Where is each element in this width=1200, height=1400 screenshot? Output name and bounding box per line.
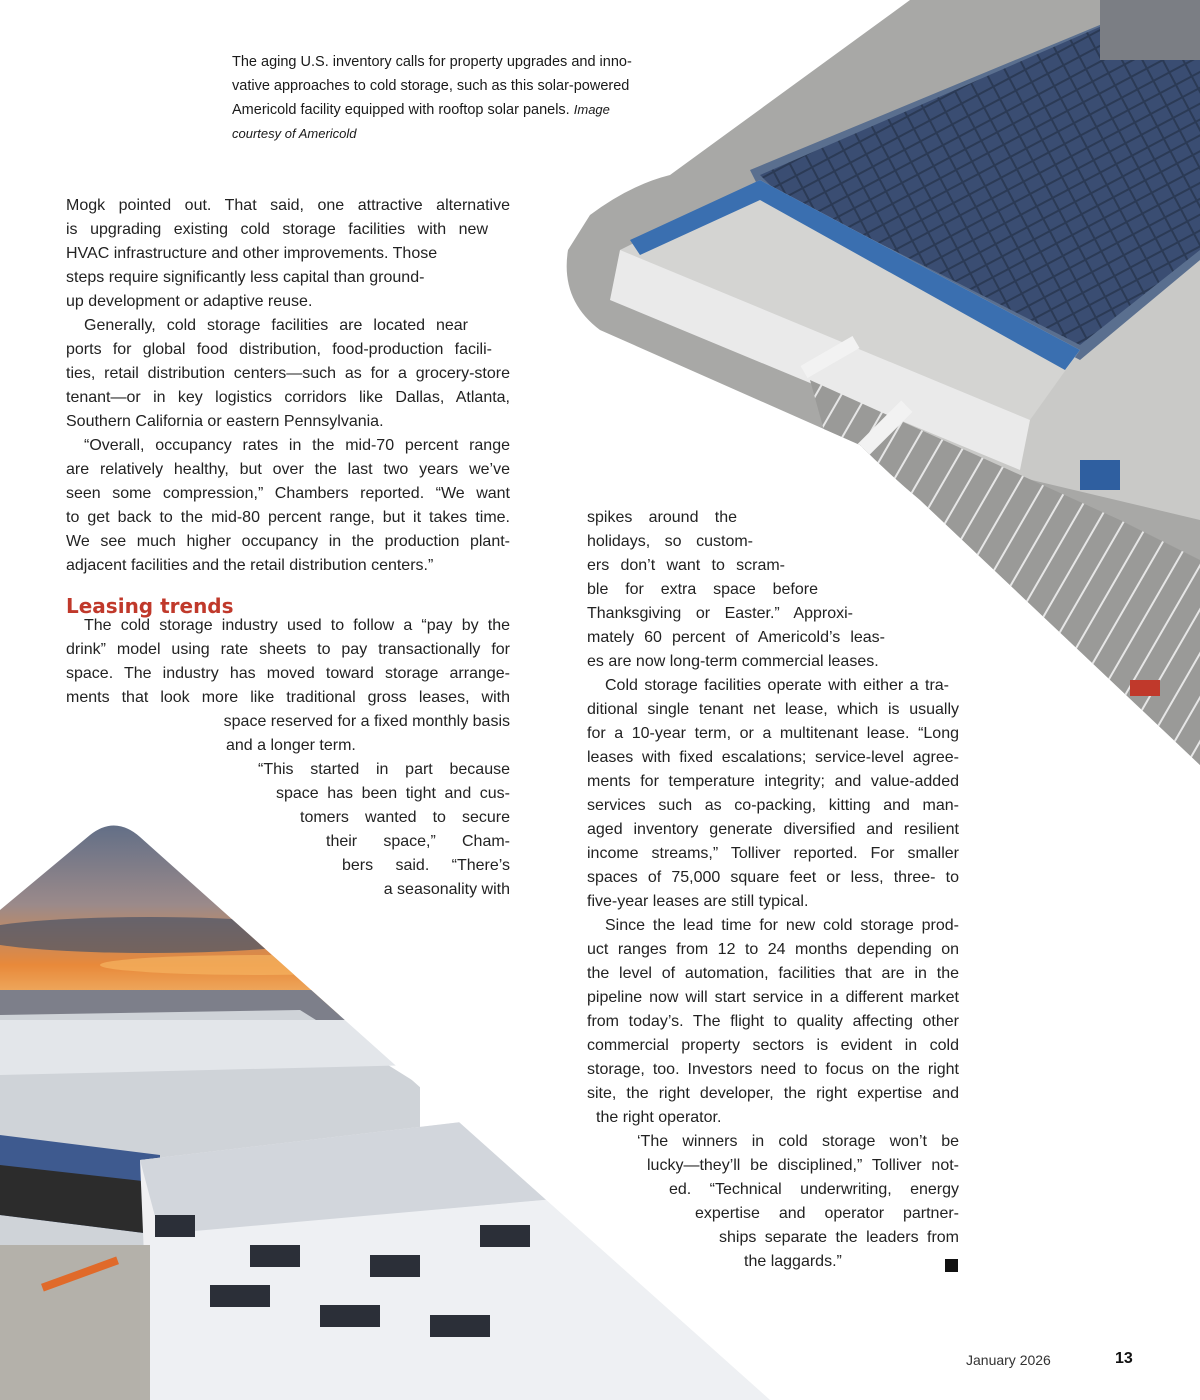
issue-date: January 2026 <box>966 1352 1051 1368</box>
body-paragraph: Cold storage facilities operate with either a tra- ditional single tenant net lease, which is usually for a 10-year term, or a multitenant lease. “Long leases with fixed escalations; service-level agree- ments for temperature integrity; and value-added services such as co-packing, kitting and man- aged inventory generate diversified and resilient income streams,” Tolliver reported. For smaller spaces of 75,000 square feet or less, three- to five-year leases are still typical. <box>587 677 959 910</box>
body-paragraph: ‘The winners in cold storage won’t be lucky—they’ll be disciplined,” Tolliver not- ed. “Technical underwriting, energy expertise and operator partner- ships separate the leaders from the laggards.” <box>637 1133 959 1270</box>
body-paragraph: The cold storage industry used to follow a “pay by the drink” model using rate sheets to pay transactionally for space. The industry has moved toward storage arrange- ments that look more like traditional gross leases, with space reserved for a fixed monthly basis and a longer term. <box>66 617 510 754</box>
article-column-right <box>587 506 959 1274</box>
body-paragraph: Since the lead time for new cold storage prod- uct ranges from 12 to 24 months depending on the level of automation, facilities that are in the pipeline now will start service in a different market from today’s. The flight to quality affecting other commercial property sectors is evident in cold storage, too. Investors need to focus on the right site, the right developer, the right expertise and the right operator. <box>587 917 959 1126</box>
caption-line: Americold facility equipped with rooftop solar panels. Image <box>232 102 610 118</box>
end-of-article-mark <box>945 1259 958 1272</box>
body-paragraph: “This started in part because space has been tight and cus- tomers wanted to secure their space,” Cham- bers said. “There’s a seasonality with <box>258 761 510 898</box>
page-number: 13 <box>1115 1350 1133 1367</box>
body-paragraph: Mogk pointed out. That said, one attractive alternative is upgrading existing cold storage facilities with new HVAC infrastructure and other improvements. Those steps require significantly less capital than ground- up development or adaptive reuse. <box>66 197 510 310</box>
caption-line: vative approaches to cold storage, such as this solar-powered <box>232 78 630 94</box>
body-paragraph: Generally, cold storage facilities are located near ports for global food distribution, food-production facili- ties, retail distribution centers—such as for a grocery-store tenant—or in key logistics corridors like Dallas, Atlanta, Southern California or eastern Pennsylvania. <box>66 317 510 430</box>
image-credit: courtesy of Americold <box>232 126 357 141</box>
section-heading: Leasing trends <box>66 594 234 618</box>
photo-caption <box>232 50 677 146</box>
body-paragraph: “Overall, occupancy rates in the mid-70 percent range are relatively healthy, but over the last two years we’ve seen some compression,” Chambers reported. “We want to get back to the mid-80 percent range, but it takes time. We see much higher occupancy in the production plant- adjacent facilities and the retail distribution centers.” <box>66 437 510 574</box>
image-credit: Image <box>573 102 610 117</box>
article-column-left <box>66 194 510 902</box>
caption-line: The aging U.S. inventory calls for property upgrades and inno- <box>232 54 632 70</box>
body-paragraph: spikes around the holidays, so custom- ers don’t want to scram- ble for extra space before Thanksgiving or Easter.” Approxi- mately 60 percent of Americold’s leas- es are now long-term commercial leases. <box>587 509 885 670</box>
